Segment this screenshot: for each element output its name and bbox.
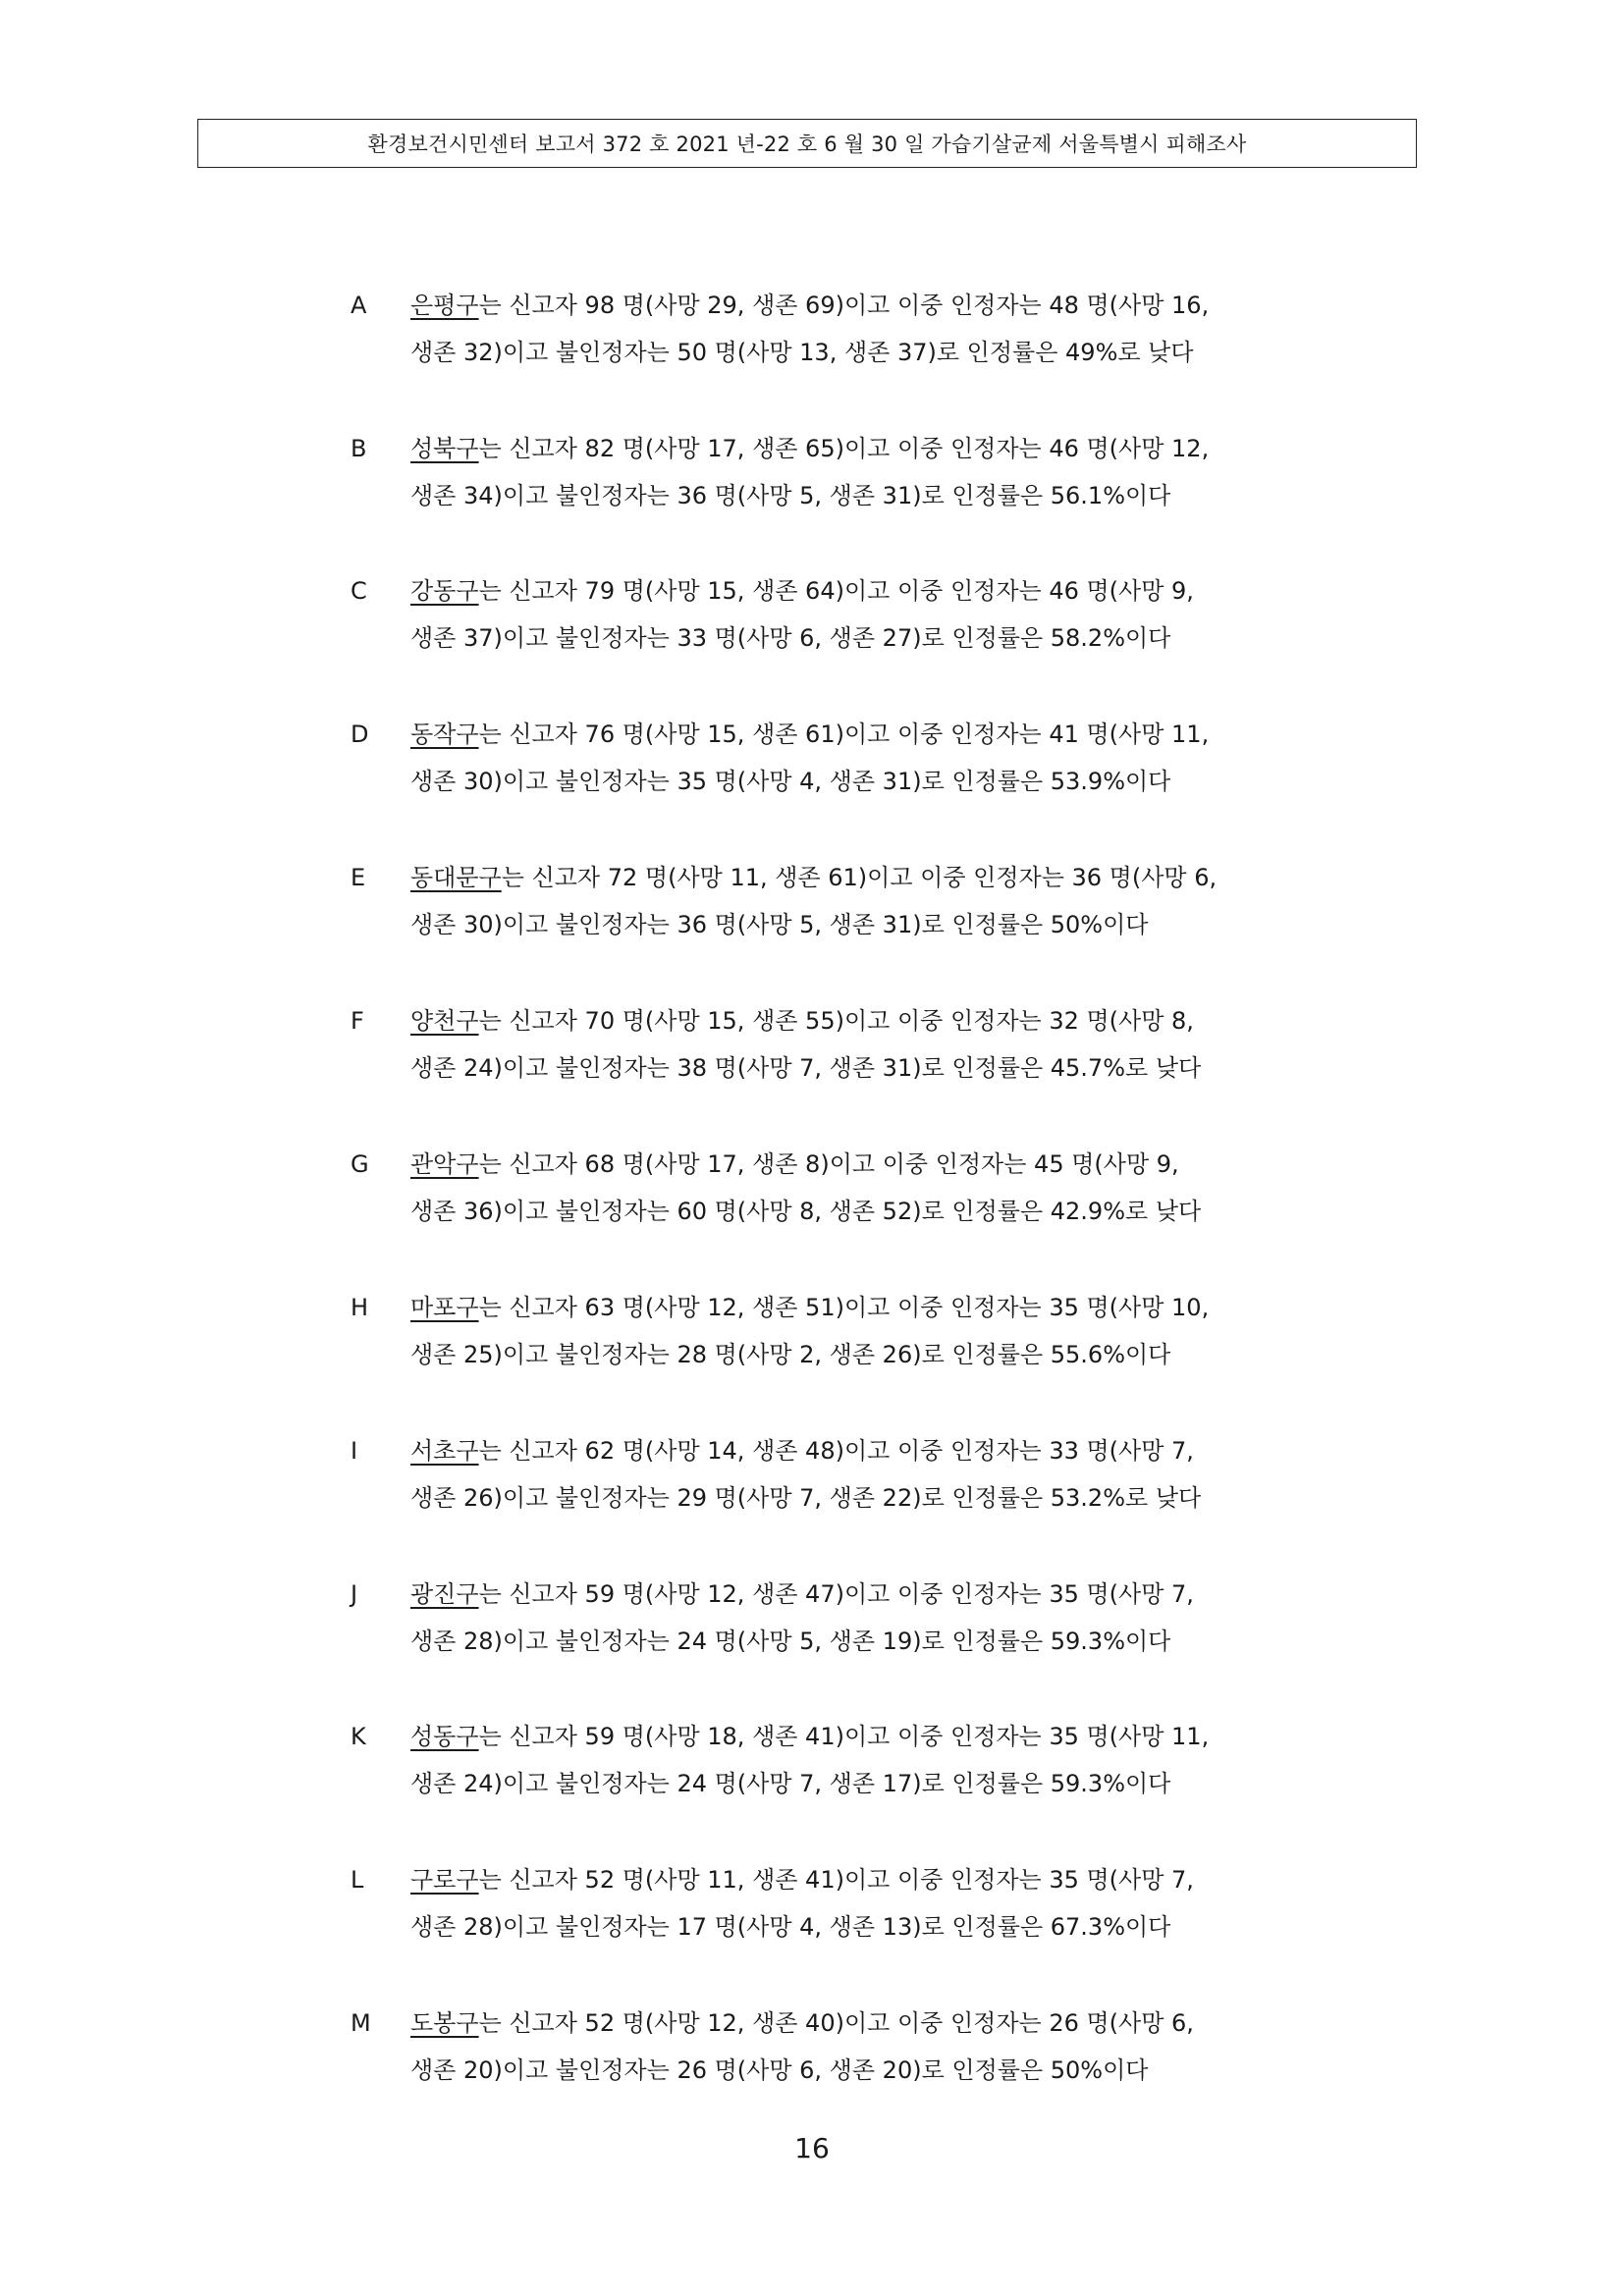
item-letter: E (351, 864, 366, 891)
item-letter: I (351, 1437, 358, 1465)
page-header (197, 119, 1417, 168)
header-text: 환경보건시민센터 보고서 372 호 2021 년-22 호 6 월 30 일 가습기살균제 서울특별시 피해조사 (367, 133, 1247, 156)
item-body (410, 425, 1392, 519)
item-letter: D (351, 721, 369, 748)
item-body (410, 1713, 1392, 1807)
item-letter: G (351, 1150, 369, 1178)
district-name: 마포구 (410, 1294, 479, 1321)
district-name: 광진구 (410, 1580, 479, 1608)
item-line-2: 생존 30)이고 불인정자는 36 명(사망 5, 생존 31)로 인정률은 50%이다 (410, 911, 1149, 938)
item-body (410, 711, 1392, 805)
item-body (410, 1571, 1392, 1665)
item-line-2: 생존 28)이고 불인정자는 24 명(사망 5, 생존 19)로 인정률은 59.3%이다 (410, 1628, 1171, 1655)
item-letter: C (351, 577, 367, 605)
item-line-2: 생존 36)이고 불인정자는 60 명(사망 8, 생존 52)로 인정률은 42.9%로 낮다 (410, 1198, 1202, 1225)
item-line-1: 는 신고자 98 명(사망 29, 생존 69)이고 이중 인정자는 48 명(사망 16, (478, 292, 1210, 319)
page-number: 16 (794, 2132, 830, 2164)
district-name: 성동구 (410, 1723, 479, 1750)
district-name: 강동구 (410, 577, 479, 605)
item-line-1: 는 신고자 59 명(사망 12, 생존 47)이고 이중 인정자는 35 명(사망 7, (478, 1580, 1194, 1608)
item-line-2: 생존 32)이고 불인정자는 50 명(사망 13, 생존 37)로 인정률은 49%로 낮다 (410, 339, 1194, 366)
item-letter: H (351, 1294, 369, 1321)
item-body (410, 997, 1392, 1092)
item-line-1: 는 신고자 79 명(사망 15, 생존 64)이고 이중 인정자는 46 명(사망 9, (478, 577, 1194, 605)
item-line-1: 는 신고자 70 명(사망 15, 생존 55)이고 이중 인정자는 32 명(사망 8, (478, 1007, 1194, 1035)
item-letter: B (351, 435, 367, 462)
district-name: 동작구 (410, 721, 479, 748)
item-letter: J (351, 1580, 358, 1608)
item-line-1: 는 신고자 62 명(사망 14, 생존 48)이고 이중 인정자는 33 명(사망 7, (478, 1437, 1194, 1465)
item-letter: F (351, 1007, 364, 1035)
district-name: 동대문구 (410, 864, 502, 891)
item-line-1: 는 신고자 52 명(사망 11, 생존 41)이고 이중 인정자는 35 명(사망 7, (478, 1866, 1194, 1894)
item-line-2: 생존 34)이고 불인정자는 36 명(사망 5, 생존 31)로 인정률은 56.1%이다 (410, 482, 1171, 509)
item-line-1: 는 신고자 63 명(사망 12, 생존 51)이고 이중 인정자는 35 명(사망 10, (478, 1294, 1210, 1321)
item-body (410, 1141, 1392, 1235)
item-body (410, 1284, 1392, 1378)
item-line-2: 생존 28)이고 불인정자는 17 명(사망 4, 생존 13)로 인정률은 67.3%이다 (410, 1913, 1171, 1941)
item-letter: L (351, 1866, 364, 1894)
item-body (410, 2000, 1392, 2094)
item-body (410, 1427, 1392, 1522)
item-line-1: 는 신고자 68 명(사망 17, 생존 8)이고 이중 인정자는 45 명(사망 9, (478, 1150, 1179, 1178)
item-line-1: 는 신고자 52 명(사망 12, 생존 40)이고 이중 인정자는 26 명(사망 6, (478, 2009, 1194, 2037)
item-body (410, 282, 1392, 376)
item-line-2: 생존 30)이고 불인정자는 35 명(사망 4, 생존 31)로 인정률은 53.9%이다 (410, 768, 1171, 795)
item-line-2: 생존 37)이고 불인정자는 33 명(사망 6, 생존 27)로 인정률은 58.2%이다 (410, 624, 1171, 652)
district-name: 서초구 (410, 1437, 479, 1465)
district-name: 구로구 (410, 1866, 479, 1894)
item-line-2: 생존 24)이고 불인정자는 38 명(사망 7, 생존 31)로 인정률은 45.7%로 낮다 (410, 1054, 1202, 1082)
item-line-1: 는 신고자 76 명(사망 15, 생존 61)이고 이중 인정자는 41 명(사망 11, (478, 721, 1210, 748)
item-line-1: 는 신고자 82 명(사망 17, 생존 65)이고 이중 인정자는 46 명(사망 12, (478, 435, 1210, 462)
item-body (410, 1856, 1392, 1950)
item-letter: A (351, 292, 367, 319)
item-line-1: 는 신고자 72 명(사망 11, 생존 61)이고 이중 인정자는 36 명(사망 6, (501, 864, 1218, 891)
item-letter: K (351, 1723, 366, 1750)
item-line-2: 생존 20)이고 불인정자는 26 명(사망 6, 생존 20)로 인정률은 50%이다 (410, 2056, 1149, 2084)
item-line-2: 생존 24)이고 불인정자는 24 명(사망 7, 생존 17)로 인정률은 59.3%이다 (410, 1770, 1171, 1797)
item-letter: M (351, 2009, 371, 2037)
item-body (410, 854, 1392, 948)
item-line-1: 는 신고자 59 명(사망 18, 생존 41)이고 이중 인정자는 35 명(사망 11, (478, 1723, 1210, 1750)
item-body (410, 567, 1392, 662)
district-name: 도봉구 (410, 2009, 479, 2037)
item-line-2: 생존 26)이고 불인정자는 29 명(사망 7, 생존 22)로 인정률은 53.2%로 낮다 (410, 1484, 1202, 1512)
district-name: 관악구 (410, 1150, 479, 1178)
district-name: 양천구 (410, 1007, 479, 1035)
district-name: 성북구 (410, 435, 479, 462)
item-line-2: 생존 25)이고 불인정자는 28 명(사망 2, 생존 26)로 인정률은 55.6%이다 (410, 1341, 1171, 1368)
district-name: 은평구 (410, 292, 479, 319)
